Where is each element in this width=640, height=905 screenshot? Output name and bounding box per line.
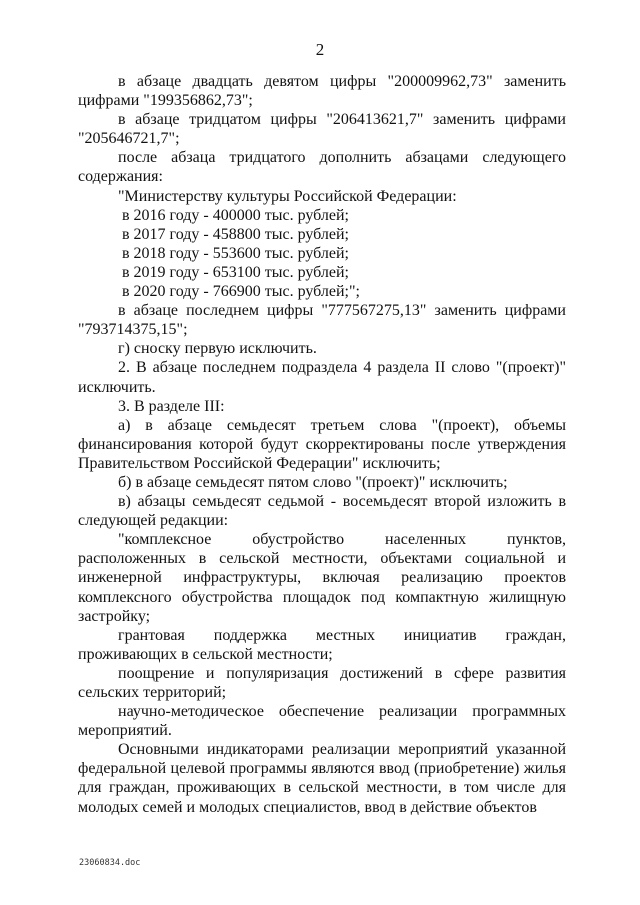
paragraph: в абзаце последнем цифры "777567275,13" заменить цифрами "793714375,15"; xyxy=(78,302,566,339)
paragraph: "комплексное обустройство населенных пунктов, расположенных в сельской местности, объектами социальной и инженерной инфраструктуры, включая реализацию проектов комплексного обустройства площадок под компактную жилищную застройку; xyxy=(78,531,566,625)
paragraph: г) сноску первую исключить. xyxy=(118,340,317,358)
paragraph: грантовая поддержка местных инициатив граждан, проживающих в сельской местности; xyxy=(78,626,566,663)
paragraph: поощрение и популяризация достижений в сфере развития сельских территорий; xyxy=(78,664,566,701)
paragraph: в абзаце двадцать девятом цифры "200009962,73" заменить цифрами "199356862,73"; xyxy=(78,73,566,110)
paragraph: 2. В абзаце последнем подраздела 4 раздела II слово "(проект)" исключить. xyxy=(78,359,566,396)
paragraph: в) абзацы семьдесят седьмой - восемьдесят второй изложить в следующей редакции: xyxy=(78,493,566,530)
paragraph: научно-методическое обеспечение реализации программных мероприятий. xyxy=(78,703,566,740)
paragraph: в абзаце тридцатом цифры "206413621,7" заменить цифрами "205646721,7"; xyxy=(78,111,566,148)
paragraph: в 2016 году - 400000 тыс. рублей; xyxy=(122,206,349,224)
file-name-footer: 23060834.doc xyxy=(79,858,141,868)
paragraph: после абзаца тридцатого дополнить абзацами следующего содержания: xyxy=(78,149,566,186)
paragraph: Основными индикаторами реализации мероприятий указанной федеральной целевой программы являются ввод (приобретение) жилья для граждан, проживающих в сельской местности, в том числе для молодых семей и молодых специалистов, ввод в действие объектов xyxy=(78,741,566,816)
paragraph: 3. В разделе III: xyxy=(118,397,225,415)
document-body xyxy=(78,72,566,817)
paragraph: в 2017 году - 458800 тыс. рублей; xyxy=(122,225,349,243)
paragraph: "Министерству культуры Российской Федерации: xyxy=(118,187,457,205)
paragraph: б) в абзаце семьдесят пятом слово "(проект)" исключить; xyxy=(118,473,508,491)
page-number: 2 xyxy=(315,40,325,59)
paragraph: в 2020 году - 766900 тыс. рублей;"; xyxy=(122,283,360,301)
paragraph: в 2019 году - 653100 тыс. рублей; xyxy=(122,263,349,281)
paragraph: в 2018 году - 553600 тыс. рублей; xyxy=(122,244,349,262)
paragraph: а) в абзаце семьдесят третьем слова "(проект), объемы финансирования которой будут скорректированы после утверждения Правительством Российской Федерации" исключить; xyxy=(78,416,566,472)
